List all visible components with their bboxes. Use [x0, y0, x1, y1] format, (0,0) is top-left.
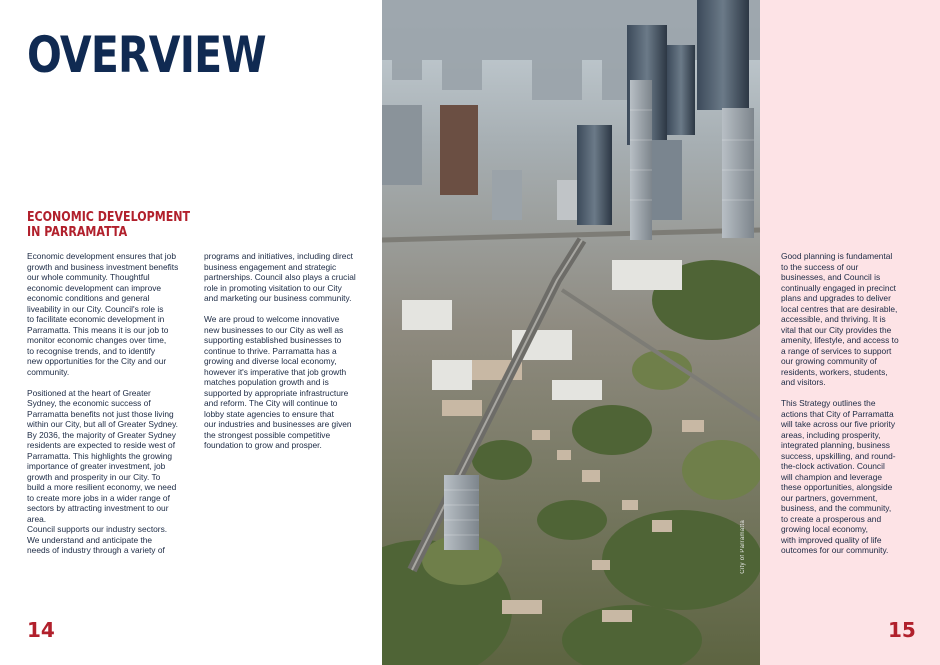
aerial-city-illustration — [382, 0, 760, 665]
section-heading-line1: ECONOMIC DEVELOPMENT — [27, 210, 191, 225]
text-column-3 — [781, 251, 911, 566]
paragraph: Positioned at the heart of Greater Sydney, the economic success of Parramatta benefits not just those living within our City, but all of Greater Sydney. By 2036, the majority of Greater Sydney residents are expected to reside west of Parramatta. This highlights the growing importance of greater investment, job growth and prosperity in our City. To build a more resilient economy, we need to create more jobs in a wider range of sectors by attracting investment to our area. Council supports our industry sectors. We understand and anticipate the needs of industry through a variety of — [27, 387, 178, 555]
paragraph: Economic development ensures that job growth and business investment benefits our whole community. Thoughtful economic development can improve economic conditions and general liveability in our City. Council's role is to facilitate economic development in Parramatta. This means it is our job to monitor economic changes over time, to recognise trends, and to identify new opportunities for the City and our community. — [27, 251, 179, 377]
section-heading — [27, 210, 197, 240]
photo-credit: City of Parramatta — [740, 520, 746, 574]
page-title: OVERVIEW — [27, 26, 266, 84]
page-number-right: 15 — [888, 618, 916, 642]
aerial-city-photo — [382, 0, 760, 665]
paragraph: Good planning is fundamental to the success of our businesses, and Council is continually engaged in precinct plans and upgrades to deliver local centres that are desirable, accessible, and thriving. It is vital that our City provides the amenity, lifestyle, and access to a range of services to support our growing community of residents, workers, students, and visitors. — [781, 251, 899, 387]
paragraph: This Strategy outlines the actions that City of Parramatta will take across our five priority areas, including prosperity, integrated planning, business success, upskilling, and round- the-clock activation. Council will champion and leverage these opportunities, alongside our partners, government, business, and the community, to create a prosperous and growing local economy, with improved quality of life outcomes for our community. — [781, 398, 896, 555]
left-page — [0, 0, 382, 665]
paragraph: We are proud to welcome innovative new businesses to our City as well as supporting established businesses to continue to thrive. Parramatta has a growing and diverse local economy, however it's imperative that job growth matches population growth and is supported by appropriate infrastructure and reform. The City will continue to lobby state agencies to ensure that our industries and businesses are given the strongest possible competitive foundation to grow and prosper. — [204, 314, 352, 450]
text-column-1 — [27, 251, 195, 566]
page-number-left: 14 — [27, 618, 55, 642]
paragraph: programs and initiatives, including direct business engagement and strategic partnerships. Council also plays a crucial role in promoting visitation to our City and marketing our business community. — [204, 251, 356, 303]
text-column-2 — [204, 251, 372, 461]
section-heading-line2: IN PARRAMATTA — [27, 225, 128, 240]
